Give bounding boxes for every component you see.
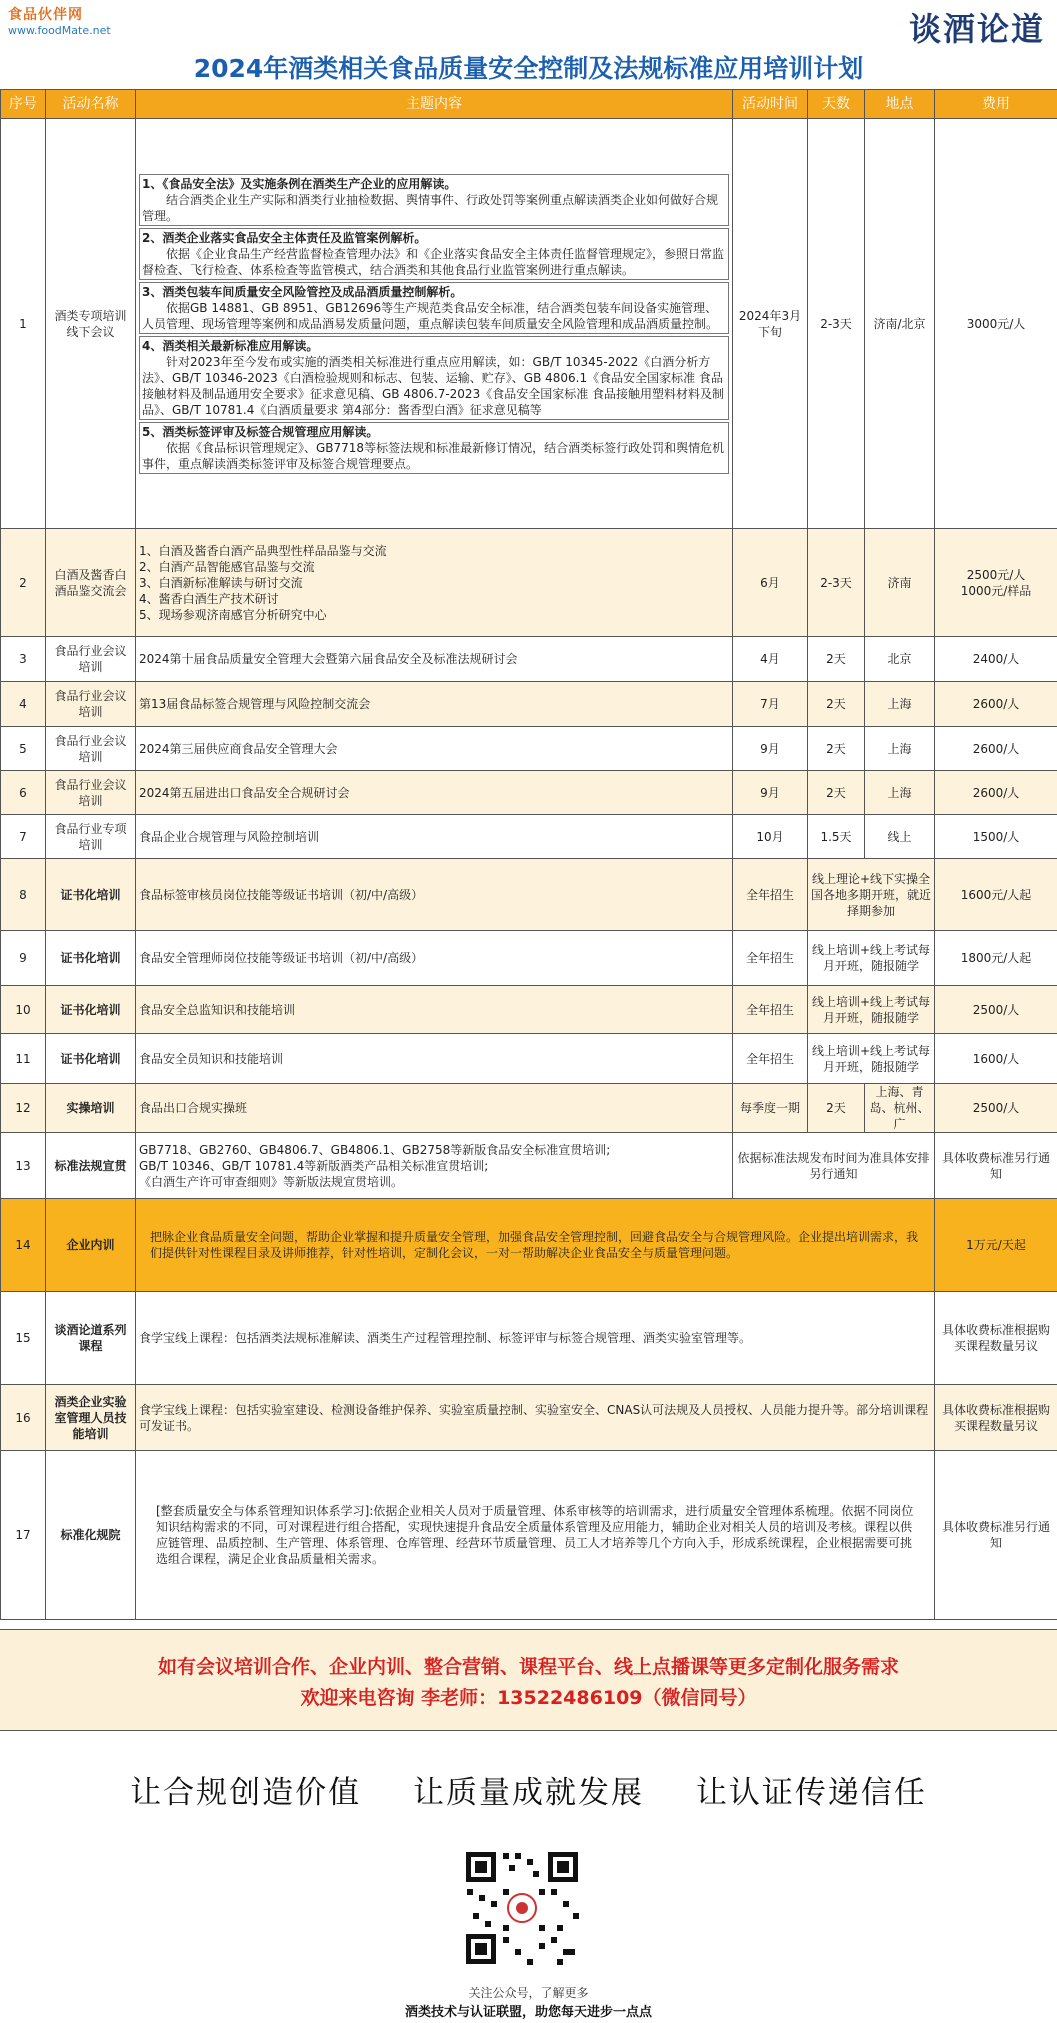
table-row-highlight (1, 1199, 1057, 1292)
row-days-place: 线上培训+线上考试每月开班，随报随学 (808, 986, 935, 1034)
row-fee: 具体收费标准根据购买课程数量另议 (935, 1385, 1057, 1451)
row-no: 17 (1, 1451, 46, 1620)
row-fee: 1800元/人起 (935, 931, 1057, 986)
row-no: 11 (1, 1034, 46, 1084)
section-text: 依据GB 14881、GB 8951、GB12696等生产规范类食品安全标准，结合酒类包装车间设备实施管理、人员管理、现场管理等案例和成品酒易发质量问题，重点解读包装车间质量安全风险管理和成品酒质量控制。 (142, 300, 719, 331)
row-name: 标准法规宣贯 (46, 1133, 136, 1199)
contact-banner (0, 1629, 1057, 1731)
row-time: 2024年3月下旬 (733, 119, 808, 529)
row-fee: 2600/人 (935, 727, 1057, 771)
row-fee: 3000元/人 (935, 119, 1057, 529)
row-days: 2天 (808, 1084, 865, 1133)
list-item: 3、白酒新标准解读与研讨交流 (139, 575, 303, 590)
col-header-name: 活动名称 (46, 90, 136, 119)
row-name: 食品行业会议培训 (46, 771, 136, 815)
row-name: 食品行业会议培训 (46, 637, 136, 682)
col-header-place: 地点 (865, 90, 935, 119)
table-row (1, 1084, 1057, 1133)
topic-section (139, 174, 729, 226)
row-days: 2天 (808, 682, 865, 727)
row-topic: 食品安全总监知识和技能培训 (136, 986, 733, 1034)
row-topic: 食学宝线上课程：包括实验室建设、检测设备维护保养、实验室质量控制、实验室安全、CNAS认可法规及人员授权、人员能力提升等。部分培训课程可发证书。 (136, 1385, 935, 1451)
row-days: 2-3天 (808, 529, 865, 637)
row-time: 全年招生 (733, 1034, 808, 1084)
logo-url: www.foodMate.net (8, 24, 111, 37)
row-name: 证书化培训 (46, 931, 136, 986)
section-heading: 4、酒类相关最新标准应用解读。 (142, 338, 319, 353)
row-time: 全年招生 (733, 986, 808, 1034)
col-header-time: 活动时间 (733, 90, 808, 119)
row-no: 8 (1, 859, 46, 931)
row-topic: 食品出口合规实操班 (136, 1084, 733, 1133)
contact-line-1: 如有会议培训合作、企业内训、整合营销、课程平台、线上点播课等更多定制化服务需求 (157, 1656, 899, 1678)
row-days: 2天 (808, 727, 865, 771)
row-fee: 具体收费标准另行通知 (935, 1133, 1057, 1199)
page-header (0, 0, 1057, 50)
section-text: 依据《食品标识管理规定》、GB7718等标签法规和标准最新修订情况，结合酒类标签行政处罚和舆情危机事件，重点解读酒类标签评审及标签合规管理要点。 (142, 440, 725, 471)
row-fee (935, 529, 1057, 637)
topic-section (139, 282, 729, 334)
table-row (1, 1034, 1057, 1084)
row-name: 白酒及酱香白酒品鉴交流会 (46, 529, 136, 637)
table-header-row (1, 90, 1057, 119)
section-text: 结合酒类企业生产实际和酒类行业抽检数据、舆情事件、行政处罚等案例重点解读酒类企业如何做好合规管理。 (142, 192, 719, 223)
row-fee: 2400/人 (935, 637, 1057, 682)
row-no: 1 (1, 119, 46, 529)
col-header-topic: 主题内容 (136, 90, 733, 119)
table-row (1, 1385, 1057, 1451)
row-name: 酒类专项培训线下会议 (46, 119, 136, 529)
table-row (1, 1292, 1057, 1385)
row-time: 10月 (733, 815, 808, 859)
row-time: 4月 (733, 637, 808, 682)
contact-line-2[interactable]: 欢迎来电咨询 李老师：13522486109（微信同号） (300, 1687, 757, 1709)
row-days: 2天 (808, 637, 865, 682)
row-name: 证书化培训 (46, 986, 136, 1034)
row-no: 9 (1, 931, 46, 986)
row-name: 食品行业会议培训 (46, 727, 136, 771)
col-header-days: 天数 (808, 90, 865, 119)
row-no: 7 (1, 815, 46, 859)
row-place: 济南/北京 (865, 119, 935, 529)
row-time: 7月 (733, 682, 808, 727)
list-item: 5、现场参观济南感官分析研究中心 (139, 607, 327, 622)
section-text: 依据《企业食品生产经营监督检查管理办法》和《企业落实食品安全主体责任监督管理规定》，参照日常监督检查、飞行检查、体系检查等监管模式，结合酒类和其他食品行业监管案例进行重点解读。 (142, 246, 725, 277)
table-row (1, 859, 1057, 931)
row-topic (136, 529, 733, 637)
table-row (1, 682, 1057, 727)
row-place: 上海、青岛、杭州、广 (865, 1084, 935, 1133)
row-time: 9月 (733, 727, 808, 771)
row-topic: 2024第三届供应商食品安全管理大会 (136, 727, 733, 771)
row-no: 6 (1, 771, 46, 815)
row-name: 实操培训 (46, 1084, 136, 1133)
row-place: 上海 (865, 682, 935, 727)
tanjiulundao-logo: 谈酒论道 (908, 10, 1045, 48)
slogan-2: 让质量成就发展 (413, 1775, 644, 1811)
table-row (1, 727, 1057, 771)
row-place: 上海 (865, 727, 935, 771)
list-item: 4、酱香白酒生产技术研讨 (139, 591, 279, 606)
col-header-fee: 费用 (935, 90, 1057, 119)
slogan-1: 让合规创造价值 (130, 1775, 362, 1811)
row-time: 全年招生 (733, 859, 808, 931)
row-topic (136, 119, 733, 529)
logo-name: 食品伙伴网 (8, 7, 83, 23)
row-days-place: 线上理论+线下实操全国各地多期开班，就近择期参加 (808, 859, 935, 931)
row-topic: 把脉企业食品质量安全问题，帮助企业掌握和提升质量安全管理，加强食品安全管理控制，回避食品安全与合规管理风险。企业提出培训需求，我们提供针对性课程目录及讲师推荐，针对性培训，定制化会议，一对一帮助解决企业食品安全与质量管理问题。 (136, 1199, 935, 1292)
topic-line: 《白酒生产许可审查细则》等新版法规宣贯培训。 (139, 1174, 404, 1189)
row-place: 北京 (865, 637, 935, 682)
table-row (1, 529, 1057, 637)
col-header-no: 序号 (1, 90, 46, 119)
footer-follow-text: 关注公众号，了解更多 (468, 1986, 589, 2000)
list-item: 1、白酒及酱香白酒产品典型性样品品鉴与交流 (139, 543, 387, 558)
row-topic: 食品安全员知识和技能培训 (136, 1034, 733, 1084)
row-time: 6月 (733, 529, 808, 637)
row-fee: 2600/人 (935, 682, 1057, 727)
row-topic: [整套质量安全与体系管理知识体系学习]:依据企业相关人员对于质量管理、体系审核等的培训需求，进行质量安全管理体系梳理。依据不同岗位知识结构需求的不同，可对课程进行组合搭配，实现快速提升食品安全质量体系管理及应用能力，辅助企业对相关人员的培训及考核。课程以供应链管理、品质控制、生产管理、体系管理、仓库管理、经营环节质量管理、员工人才培养等几个方向入手，形成系统课程，企业根据需要可挑选组合课程，满足企业食品质量相关需求。 (136, 1451, 935, 1620)
foodmate-logo[interactable] (8, 4, 111, 37)
row-name: 企业内训 (46, 1199, 136, 1292)
row-fee: 具体收费标准另行通知 (935, 1451, 1057, 1620)
footer-slogan: 酒类技术与认证联盟，助您每天进步一点点 (404, 2005, 652, 2020)
row-fee: 具体收费标准根据购买课程数量另议 (935, 1292, 1057, 1385)
table-row (1, 931, 1057, 986)
qr-code-icon[interactable] (463, 1849, 581, 1967)
row-days: 2天 (808, 771, 865, 815)
training-plan-table (0, 89, 1057, 1620)
table-row (1, 119, 1057, 529)
row-no: 16 (1, 1385, 46, 1451)
row-no: 3 (1, 637, 46, 682)
row-fee: 1600/人 (935, 1034, 1057, 1084)
table-row (1, 815, 1057, 859)
row-topic: 第13届食品标签合规管理与风险控制交流会 (136, 682, 733, 727)
row-fee: 2500/人 (935, 1084, 1057, 1133)
table-row (1, 1451, 1057, 1620)
row-name: 证书化培训 (46, 859, 136, 931)
row-topic: 食品标签审核员岗位技能等级证书培训（初/中/高级） (136, 859, 733, 931)
row-fee: 1600元/人起 (935, 859, 1057, 931)
row-place: 上海 (865, 771, 935, 815)
row-place: 线上 (865, 815, 935, 859)
row-fee: 1500/人 (935, 815, 1057, 859)
row-no: 5 (1, 727, 46, 771)
table-row (1, 1133, 1057, 1199)
table-row (1, 986, 1057, 1034)
slogan-3: 让认证传递信任 (695, 1775, 927, 1811)
row-no: 10 (1, 986, 46, 1034)
list-item: 2、白酒产品智能感官品鉴与交流 (139, 559, 315, 574)
topic-section (139, 336, 729, 420)
row-schedule: 依据标准法规发布时间为准具体安排另行通知 (733, 1133, 935, 1199)
slogan (0, 1767, 1057, 1812)
row-name: 酒类企业实验室管理人员技能培训 (46, 1385, 136, 1451)
row-topic (136, 1133, 733, 1199)
row-time: 每季度一期 (733, 1084, 808, 1133)
row-no: 12 (1, 1084, 46, 1133)
row-topic: 食品企业合规管理与风险控制培训 (136, 815, 733, 859)
fee-person: 2500元/人 (966, 567, 1026, 582)
row-days-place: 线上培训+线上考试每月开班，随报随学 (808, 931, 935, 986)
topic-line: GB7718、GB2760、GB4806.7、GB4806.1、GB2758等新版食品安全标准宣贯培训; (139, 1142, 611, 1157)
row-place: 济南 (865, 529, 935, 637)
section-heading: 3、酒类包装车间质量安全风险管控及成品酒质量控制解析。 (142, 284, 463, 299)
row-no: 14 (1, 1199, 46, 1292)
row-topic: 食学宝线上课程：包括酒类法规标准解读、酒类生产过程管理控制、标签评审与标签合规管理、酒类实验室管理等。 (136, 1292, 935, 1385)
row-no: 4 (1, 682, 46, 727)
row-days: 2-3天 (808, 119, 865, 529)
section-heading: 2、酒类企业落实食品安全主体责任及监管案例解析。 (142, 230, 427, 245)
row-days: 1.5天 (808, 815, 865, 859)
section-heading: 5、酒类标签评审及标签合规管理应用解读。 (142, 424, 379, 439)
row-no: 15 (1, 1292, 46, 1385)
topic-section (139, 228, 729, 280)
section-text: 针对2023年至今发布或实施的酒类相关标准进行重点应用解读，如：GB/T 10345-2022《白酒分析方法》、GB/T 10346-2023《白酒检验规则和标志、包装、运输、贮存》、GB 4806.1《食品安全国家标准 食品接触材料及制品通用安全要求》征求意见稿、GB 4806.7-2023《食品安全国家标准 食品接触用塑料材料及制品》、GB/T 10781.4《白酒质量要求 第4部分：酱香型白酒》征求意见稿等 (142, 354, 725, 417)
row-name: 食品行业专项培训 (46, 815, 136, 859)
row-topic: 食品安全管理师岗位技能等级证书培训（初/中/高级） (136, 931, 733, 986)
topic-section (139, 422, 729, 474)
row-topic: 2024第五届进出口食品安全合规研讨会 (136, 771, 733, 815)
row-name: 谈酒论道系列课程 (46, 1292, 136, 1385)
row-fee: 2500/人 (935, 986, 1057, 1034)
row-name: 证书化培训 (46, 1034, 136, 1084)
row-name: 标准化规院 (46, 1451, 136, 1620)
row-time: 9月 (733, 771, 808, 815)
page-title: 2024年酒类相关食品质量安全控制及法规标准应用培训计划 (193, 54, 864, 83)
section-heading: 1、《食品安全法》及实施条例在酒类生产企业的应用解读。 (142, 176, 457, 191)
row-name: 食品行业会议培训 (46, 682, 136, 727)
fee-sample: 1000元/样品 (960, 583, 1032, 598)
topic-line: GB/T 10346、GB/T 10781.4等新版酒类产品相关标准宣贯培训; (139, 1158, 489, 1173)
row-time: 全年招生 (733, 931, 808, 986)
row-no: 2 (1, 529, 46, 637)
row-topic: 2024第十届食品质量安全管理大会暨第六届食品安全及标准法规研讨会 (136, 637, 733, 682)
row-no: 13 (1, 1133, 46, 1199)
row-fee: 2600/人 (935, 771, 1057, 815)
table-row (1, 637, 1057, 682)
row-days-place: 线上培训+线上考试每月开班，随报随学 (808, 1034, 935, 1084)
table-row (1, 771, 1057, 815)
row-fee: 1万元/天起 (935, 1199, 1057, 1292)
